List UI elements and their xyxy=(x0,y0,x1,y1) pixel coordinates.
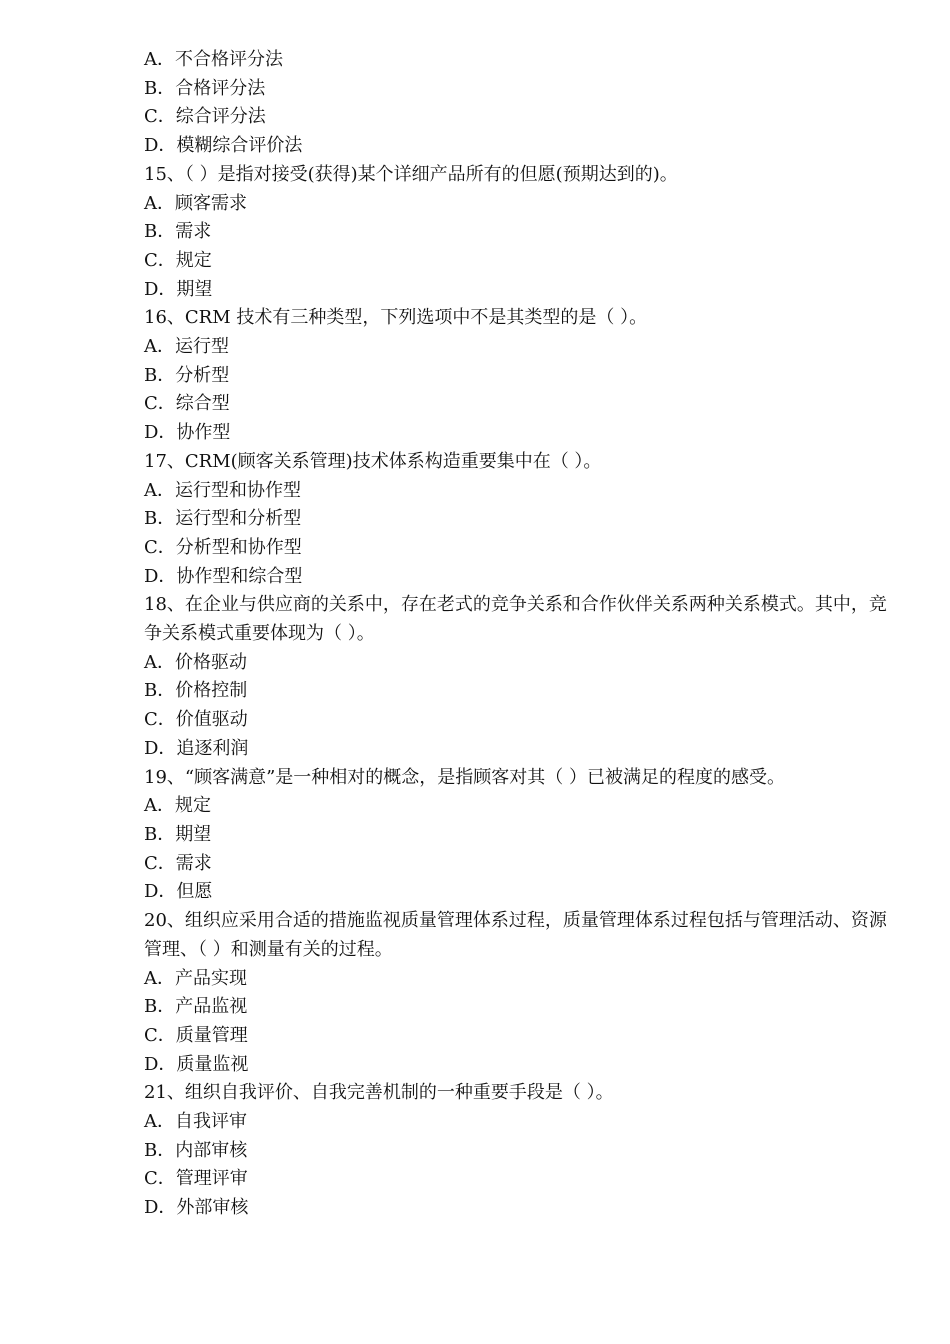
option-d-q16: D．协作型 xyxy=(144,422,231,444)
option-d-q20: D．质量监视 xyxy=(144,1053,249,1075)
option-a-q16: A．运行型 xyxy=(144,336,229,358)
option-a-q18: A．价格驱动 xyxy=(144,651,247,673)
option-c-q16: C．综合型 xyxy=(144,393,230,415)
option-b-q15: B．需求 xyxy=(144,221,212,243)
option-a-q20: A．产品实现 xyxy=(144,967,247,989)
option-b-q21: B．内部审核 xyxy=(144,1139,248,1161)
question-17: 17、CRM(顾客关系管理)技术体系构造重要集中在（ ）。 xyxy=(144,450,602,472)
question-20: 20、组织应采用合适的措施监视质量管理体系过程，质量管理体系过程包括与管理活动、资源管理、（ ）和测量有关的过程。 xyxy=(144,910,887,960)
option-a-q17: A．运行型和协作型 xyxy=(144,479,301,501)
question-15: 15、（ ）是指对接受(获得)某个详细产品所有的但愿(预期达到的)。 xyxy=(144,163,678,185)
option-a-q19: A．规定 xyxy=(144,795,211,817)
question-16: 16、CRM 技术有三种类型，下列选项中不是其类型的是（ ）。 xyxy=(144,307,648,329)
option-b-q16: B．分析型 xyxy=(144,364,230,386)
option-d-q21: D．外部审核 xyxy=(144,1197,249,1219)
option-c-q19: C．需求 xyxy=(144,852,212,874)
option-d-q15: D．期望 xyxy=(144,278,213,300)
option-a-q21: A．自我评审 xyxy=(144,1111,247,1133)
option-b-q20: B．产品监视 xyxy=(144,996,248,1018)
option-b-q18: B．价格控制 xyxy=(144,680,248,702)
option-c-q17: C．分析型和协作型 xyxy=(144,536,302,558)
option-a-q15: A．顾客需求 xyxy=(144,192,247,214)
option-c-q18: C．价值驱动 xyxy=(144,709,248,731)
option-c-q14: C．综合评分法 xyxy=(144,106,266,128)
option-d-q19: D．但愿 xyxy=(144,881,213,903)
option-b-q19: B．期望 xyxy=(144,823,212,845)
document-page xyxy=(144,46,889,1223)
option-c-q20: C．质量管理 xyxy=(144,1024,248,1046)
question-21: 21、组织自我评价、自我完善机制的一种重要手段是（ ）。 xyxy=(144,1082,614,1104)
option-c-q15: C．规定 xyxy=(144,249,212,271)
option-d-q17: D．协作型和综合型 xyxy=(144,565,303,587)
option-b-q14: B．合格评分法 xyxy=(144,77,266,99)
option-d-q18: D．追逐利润 xyxy=(144,737,249,759)
option-d-q14: D．模糊综合评价法 xyxy=(144,135,303,157)
option-a-q14: A．不合格评分法 xyxy=(144,49,283,70)
question-19: 19、“顾客满意”是一种相对的概念，是指顾客对其（ ）已被满足的程度的感受。 xyxy=(144,766,786,788)
question-18: 18、在企业与供应商的关系中，存在老式的竞争关系和合作伙伴关系两种关系模式。其中，竞争关系模式重要体现为（ ）。 xyxy=(144,594,887,645)
option-c-q21: C．管理评审 xyxy=(144,1168,248,1190)
option-b-q17: B．运行型和分析型 xyxy=(144,508,302,530)
